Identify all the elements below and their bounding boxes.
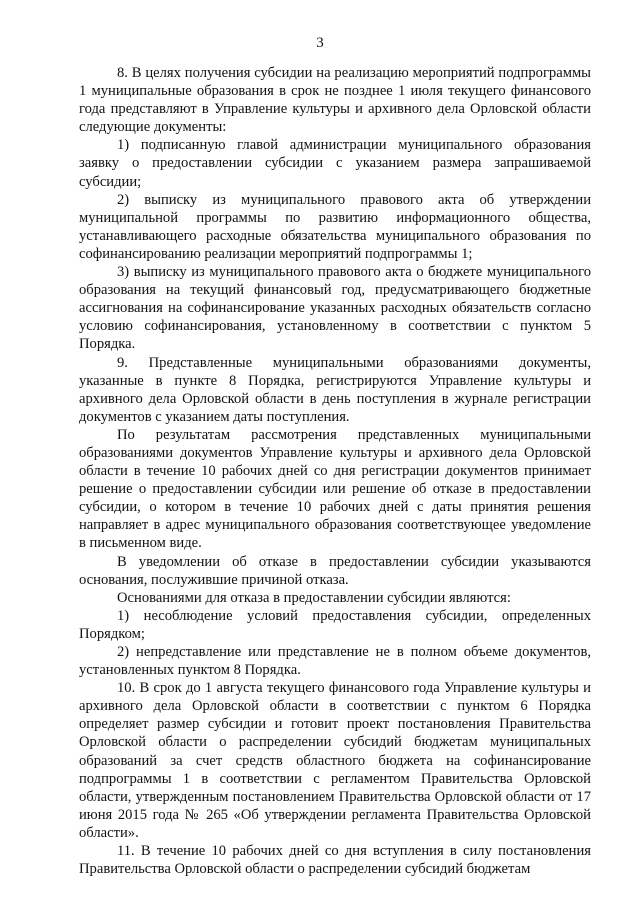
paragraph-8-item-3: 3) выписку из муниципального правового акта о бюджете муниципального образования на текущий финансовый год, предусматривающего бюджетные ассигнования на софинансирование указанных расходных обязательств согласно условию софинансирования, установленному в соответствии с пунктом 5 Порядка.	[79, 264, 591, 353]
document-body	[79, 64, 591, 878]
paragraph-9: 9. Представленные муниципальными образованиями документы, указанные в пункте 8 Порядка, регистрируются Управление культуры и архивного дела Орловской области в день поступления в журнале регистрации документов с указанием даты поступления.	[79, 354, 591, 425]
paragraph-refusal-notice: В уведомлении об отказе в предоставлении субсидии указываются основания, послужившие причиной отказа.	[79, 553, 591, 588]
paragraph-8-intro: 8. В целях получения субсидии на реализацию мероприятий подпрограммы 1 муниципальные образования в срок не позднее 1 июля текущего финансового года представляют в Управление культуры и архивного дела Орловской области следующие документы:	[79, 65, 591, 136]
paragraph-11: 11. В течение 10 рабочих дней со дня вступления в силу постановления Правительства Орловской области о распределении субсидий бюджетам	[79, 843, 591, 878]
paragraph-8-item-1: 1) подписанную главой администрации муниципального образования заявку о предоставлении субсидии с указанием размера запрашиваемой субсидии;	[79, 137, 591, 190]
paragraph-8-item-2: 2) выписку из муниципального правового акта об утверждении муниципальной программы по развитию информационного общества, устанавливающего расходные обязательства муниципального образования по софинансированию реализации мероприятий подпрограммы 1;	[79, 191, 591, 262]
paragraph-10: 10. В срок до 1 августа текущего финансового года Управление культуры и архивного дела Орловской области в соответствии с пунктом 6 Порядка определяет размер субсидии и готовит проект постановления Правительства Орловской области о распределении субсидий бюджетам муниципальных образований за счет средств областного бюджета на софинансирование подпрограммы 1 в соответствии с регламентом Правительства Орловской области, утвержденным постановлением Правительства Орловской области от 17 июня 2015 года № 265 «Об утверждении регламента Правительства Орловской области».	[79, 680, 591, 841]
paragraph-refusal-grounds: Основаниями для отказа в предоставлении субсидии являются:	[117, 589, 511, 606]
paragraph-refusal-ground-2: 2) непредставление или представление не в полном объеме документов, установленных пунктом 8 Порядка.	[79, 644, 591, 679]
paragraph-review-results: По результатам рассмотрения представленных муниципальными образованиями документов Управление культуры и архивного дела Орловской области в течение 10 рабочих дней со дня регистрации документов принимает решение о предоставлении субсидии или решение об отказе в предоставлении субсидии, о котором в течение 10 рабочих дней с даты принятия решения направляет в адрес муниципального образования соответствующее уведомление в письменном виде.	[79, 426, 591, 552]
page-number: 3	[316, 35, 324, 51]
paragraph-refusal-ground-1: 1) несоблюдение условий предоставления субсидии, определенных Порядком;	[79, 607, 591, 642]
